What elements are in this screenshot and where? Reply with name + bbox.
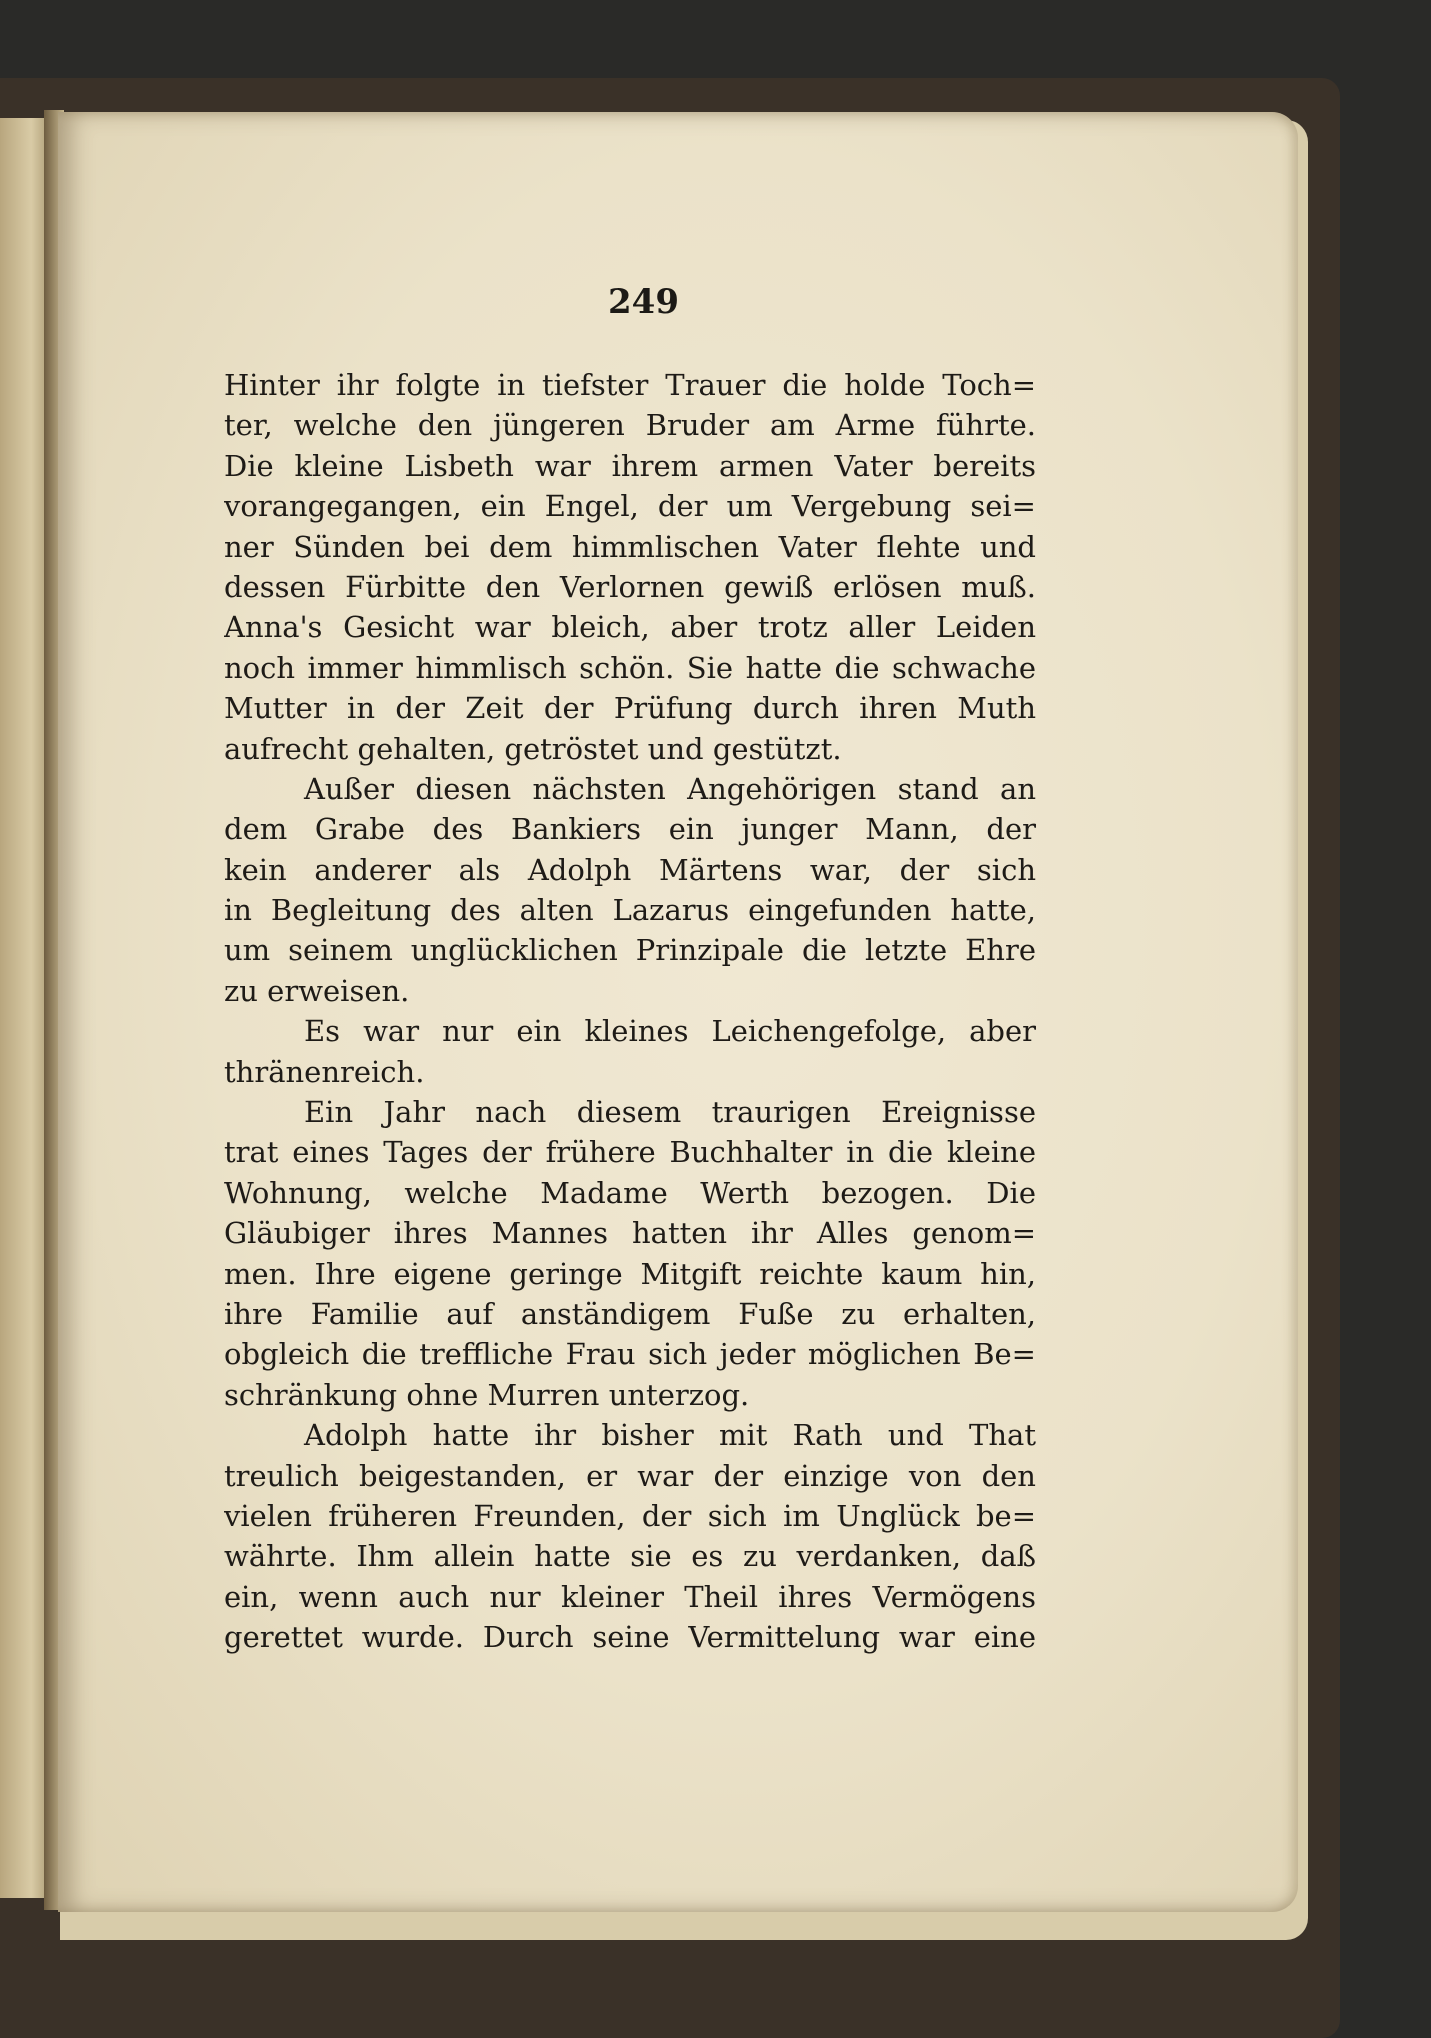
- text-line: kein anderer als Adolph Märtens war, der sich: [224, 852, 1036, 887]
- text-line: ihre Familie auf anständigem Fuße zu erhalten,: [224, 1296, 1036, 1331]
- text-line: thränenreich.: [224, 1054, 425, 1089]
- text-line: aufrecht gehalten, getröstet und gestützt.: [224, 731, 842, 766]
- text-line: Außer diesen nächsten Angehörigen stand an: [304, 771, 1036, 806]
- text-line: schränkung ohne Murren unterzog.: [224, 1377, 750, 1412]
- text-line: Hinter ihr folgte in tiefster Trauer die holde Toch=: [224, 368, 1036, 402]
- text-line: Adolph hatte ihr bisher mit Rath und That: [304, 1418, 1036, 1453]
- text-line: Die kleine Lisbeth war ihrem armen Vater bereits: [224, 448, 1036, 483]
- text-line: men. Ihre eigene geringe Mitgift reichte kaum hin,: [224, 1256, 1036, 1291]
- text-line: um seinem unglücklichen Prinzipale die letzte Ehre: [224, 933, 1036, 968]
- text-line: dem Grabe des Bankiers ein junger Mann, der: [224, 812, 1036, 847]
- text-line: währte. Ihm allein hatte sie es zu verdanken, daß: [224, 1539, 1036, 1574]
- text-line: vorangegangen, ein Engel, der um Vergebung sei=: [224, 489, 1036, 524]
- text-line: Ein Jahr nach diesem traurigen Ereignisse: [304, 1095, 1036, 1130]
- text-line: Es war nur ein kleines Leichengefolge, aber: [304, 1014, 1036, 1049]
- text-line: Gläubiger ihres Mannes hatten ihr Alles genom=: [224, 1216, 1036, 1251]
- text-line: Wohnung, welche Madame Werth bezogen. Die: [224, 1175, 1036, 1210]
- text-line: ner Sünden bei dem himmlischen Vater flehte und: [224, 529, 1036, 564]
- text-line: vielen früheren Freunden, der sich im Unglück be=: [224, 1498, 1036, 1533]
- text-line: trat eines Tages der frühere Buchhalter in die kleine: [224, 1135, 1036, 1170]
- page-number-text: 249: [608, 282, 679, 322]
- text-line: zu erweisen.: [224, 973, 410, 1008]
- text-line: noch immer himmlisch schön. Sie hatte die schwache: [224, 650, 1036, 685]
- text-line: ein, wenn auch nur kleiner Theil ihres Vermögens: [224, 1579, 1036, 1614]
- page-number: [0, 282, 1431, 322]
- text-line: Anna's Gesicht war bleich, aber trotz aller Leiden: [224, 610, 1036, 645]
- text-line: dessen Fürbitte den Verlornen gewiß erlösen muß.: [224, 569, 1036, 604]
- text-line: obgleich die treffliche Frau sich jeder möglichen Be=: [224, 1337, 1036, 1372]
- text-line: gerettet wurde. Durch seine Vermittelung war eine: [224, 1620, 1036, 1655]
- text-line: in Begleitung des alten Lazarus eingefunden hatte,: [224, 893, 1036, 928]
- text-line: ter, welche den jüngeren Bruder am Arme führte.: [224, 408, 1036, 443]
- text-block: [224, 365, 1036, 1658]
- text-line: Mutter in der Zeit der Prüfung durch ihren Muth: [224, 691, 1036, 726]
- text-line: treulich beigestanden, er war der einzige von den: [224, 1458, 1036, 1493]
